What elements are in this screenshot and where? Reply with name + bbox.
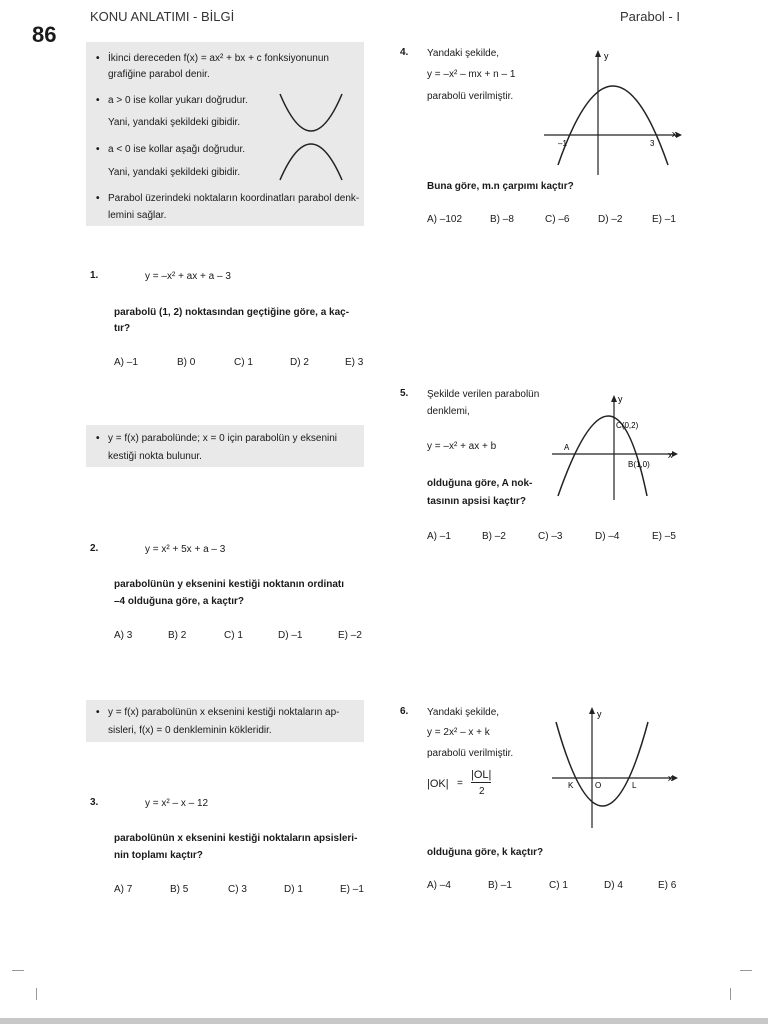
q6-question: olduğuna göre, k kaçtır? [427, 847, 544, 858]
q5-y-arrow [611, 395, 617, 402]
q5-option-e[interactable]: E) –5 [652, 531, 676, 542]
info1-line8: lemini sağlar. [108, 210, 167, 221]
q6-x-arrow [672, 775, 678, 781]
q5-point-b-label: B(1,0) [628, 460, 650, 469]
q2-number: 2. [90, 543, 99, 554]
upward-parabola-sketch [276, 90, 346, 134]
q4-right-root-label: 3 [650, 139, 655, 148]
q1-text-line2: tır? [114, 323, 131, 334]
q4-option-c[interactable]: C) –6 [545, 214, 570, 225]
q5-parabola-graph [548, 390, 688, 505]
q4-left-root-label: –1 [558, 139, 567, 148]
q6-ok-denominator: 2 [479, 786, 485, 797]
q6-point-l-label: L [632, 781, 637, 790]
bottom-left-bar [36, 988, 37, 1000]
q4-option-d[interactable]: D) –2 [598, 214, 623, 225]
q3-option-b[interactable]: B) 5 [170, 884, 189, 895]
q4-equation: y = –x² – mx + n – 1 [427, 69, 516, 80]
q4-y-label: y [604, 51, 609, 61]
info2-line2: kestiği nokta bulunur. [108, 451, 202, 462]
q1-option-e[interactable]: E) 3 [345, 357, 364, 368]
q3-text-line2: nin toplamı kaçtır? [114, 850, 203, 861]
info1-line3: • a > 0 ise kollar yukarı doğrudur. [96, 95, 248, 106]
q1-option-b[interactable]: B) 0 [177, 357, 196, 368]
q4-text-line2: parabolü verilmiştir. [427, 91, 514, 102]
q6-option-c[interactable]: C) 1 [549, 880, 568, 891]
info3-line1: • y = f(x) parabolünün x eksenini kestiği noktaların ap- [96, 707, 340, 718]
header-left-title: KONU ANLATIMI - BİLGİ [90, 9, 235, 24]
info2-line1: • y = f(x) parabolünde; x = 0 için parabolün y eksenini [96, 433, 338, 444]
q5-y-label: y [618, 394, 623, 404]
q4-x-arrow [676, 132, 682, 138]
info1-line4: Yani, yandaki şekildeki gibidir. [108, 117, 241, 128]
q1-option-a[interactable]: A) –1 [114, 357, 138, 368]
q6-text-line1: Yandaki şekilde, [427, 707, 500, 718]
q4-option-a[interactable]: A) –102 [427, 214, 463, 225]
q6-option-d[interactable]: D) 4 [604, 880, 623, 891]
q3-text-line1: parabolünün x eksenini kestiği noktaların apsisleri- [114, 833, 358, 844]
q1-equation: y = –x² + ax + a – 3 [145, 271, 231, 282]
q5-number: 5. [400, 388, 409, 399]
q2-option-a[interactable]: A) 3 [114, 630, 133, 641]
q2-text-line1: parabolünün y eksenini kestiği noktanın ordinatı [114, 579, 345, 590]
q6-option-e[interactable]: E) 6 [658, 880, 677, 891]
q6-option-b[interactable]: B) –1 [488, 880, 512, 891]
q6-point-k-label: K [568, 781, 574, 790]
bottom-left-dash [12, 970, 24, 971]
info1-line7: • Parabol üzerindeki noktaların koordinatları parabol denk- [96, 193, 360, 204]
q6-equation: y = 2x² – x + k [427, 727, 490, 738]
q4-x-label: x [672, 129, 677, 139]
q4-parabola-graph [540, 45, 690, 180]
q2-text-line2: –4 olduğuna göre, a kaçtır? [114, 596, 245, 607]
q2-option-c[interactable]: C) 1 [224, 630, 243, 641]
info1-line6: Yani, yandaki şekildeki gibidir. [108, 167, 241, 178]
q6-text-line2: parabolü verilmiştir. [427, 748, 514, 759]
q6-point-o-label: O [595, 781, 602, 790]
q4-option-b[interactable]: B) –8 [490, 214, 514, 225]
q5-option-d[interactable]: D) –4 [595, 531, 620, 542]
q5-x-label: x [668, 450, 673, 460]
q5-text-line4: tasının apsisi kaçtır? [427, 496, 526, 507]
info3-line2: sisleri, f(x) = 0 denkleminin kökleridir. [108, 725, 272, 736]
q6-ok-left: |OK| [427, 778, 449, 790]
q6-x-label: x [668, 773, 673, 783]
q3-option-e[interactable]: E) –1 [340, 884, 364, 895]
header-right-title: Parabol - I [620, 9, 680, 24]
q3-option-c[interactable]: C) 3 [228, 884, 247, 895]
q5-text-line1: Şekilde verilen parabolün [427, 389, 540, 400]
q1-option-c[interactable]: C) 1 [234, 357, 253, 368]
q6-parabola-graph [548, 700, 688, 835]
q3-option-d[interactable]: D) 1 [284, 884, 303, 895]
q6-y-label: y [597, 709, 602, 719]
q6-ok-eq: = [457, 778, 463, 789]
downward-parabola-sketch [276, 140, 346, 184]
q6-y-arrow [589, 707, 595, 714]
q3-number: 3. [90, 797, 99, 808]
bottom-edge-bar [0, 1018, 768, 1024]
q3-option-a[interactable]: A) 7 [114, 884, 133, 895]
q1-text-line1: parabolü (1, 2) noktasından geçtiğine göre, a kaç- [114, 307, 350, 318]
info1-line5: • a < 0 ise kollar aşağı doğrudur. [96, 144, 246, 155]
q4-text-line1: Yandaki şekilde, [427, 48, 500, 59]
q6-ok-numerator: |OL| [471, 769, 492, 781]
q4-number: 4. [400, 47, 409, 58]
page-number: 86 [32, 22, 57, 47]
q4-question: Buna göre, m.n çarpımı kaçtır? [427, 181, 574, 192]
q6-option-a[interactable]: A) –4 [427, 880, 451, 891]
q1-number: 1. [90, 270, 99, 281]
q5-option-c[interactable]: C) –3 [538, 531, 563, 542]
q3-equation: y = x² – x – 12 [145, 798, 209, 809]
q4-parabola-curve [558, 86, 668, 165]
q4-y-arrow [595, 50, 601, 57]
q5-option-b[interactable]: B) –2 [482, 531, 506, 542]
bottom-right-dash [740, 970, 752, 971]
info1-line1: • İkinci dereceden f(x) = ax² + bx + c fonksiyonunun [96, 53, 329, 64]
q2-option-e[interactable]: E) –2 [338, 630, 362, 641]
bottom-right-bar [730, 988, 731, 1000]
info1-line2: grafiğine parabol denir. [108, 69, 210, 80]
q2-equation: y = x² + 5x + a – 3 [145, 544, 226, 555]
q1-option-d[interactable]: D) 2 [290, 357, 309, 368]
q5-option-a[interactable]: A) –1 [427, 531, 451, 542]
q5-text-line3: olduğuna göre, A nok- [427, 478, 533, 489]
q5-equation: y = –x² + ax + b [427, 441, 497, 452]
q6-parabola-curve [556, 722, 648, 806]
q4-option-e[interactable]: E) –1 [652, 214, 676, 225]
q2-option-b[interactable]: B) 2 [168, 630, 187, 641]
q2-option-d[interactable]: D) –1 [278, 630, 303, 641]
q5-text-line2: denklemi, [427, 406, 470, 417]
q5-x-arrow [672, 451, 678, 457]
q6-number: 6. [400, 706, 409, 717]
q5-point-a-label: A [564, 443, 570, 452]
q5-point-c-label: C(0,2) [616, 421, 639, 430]
